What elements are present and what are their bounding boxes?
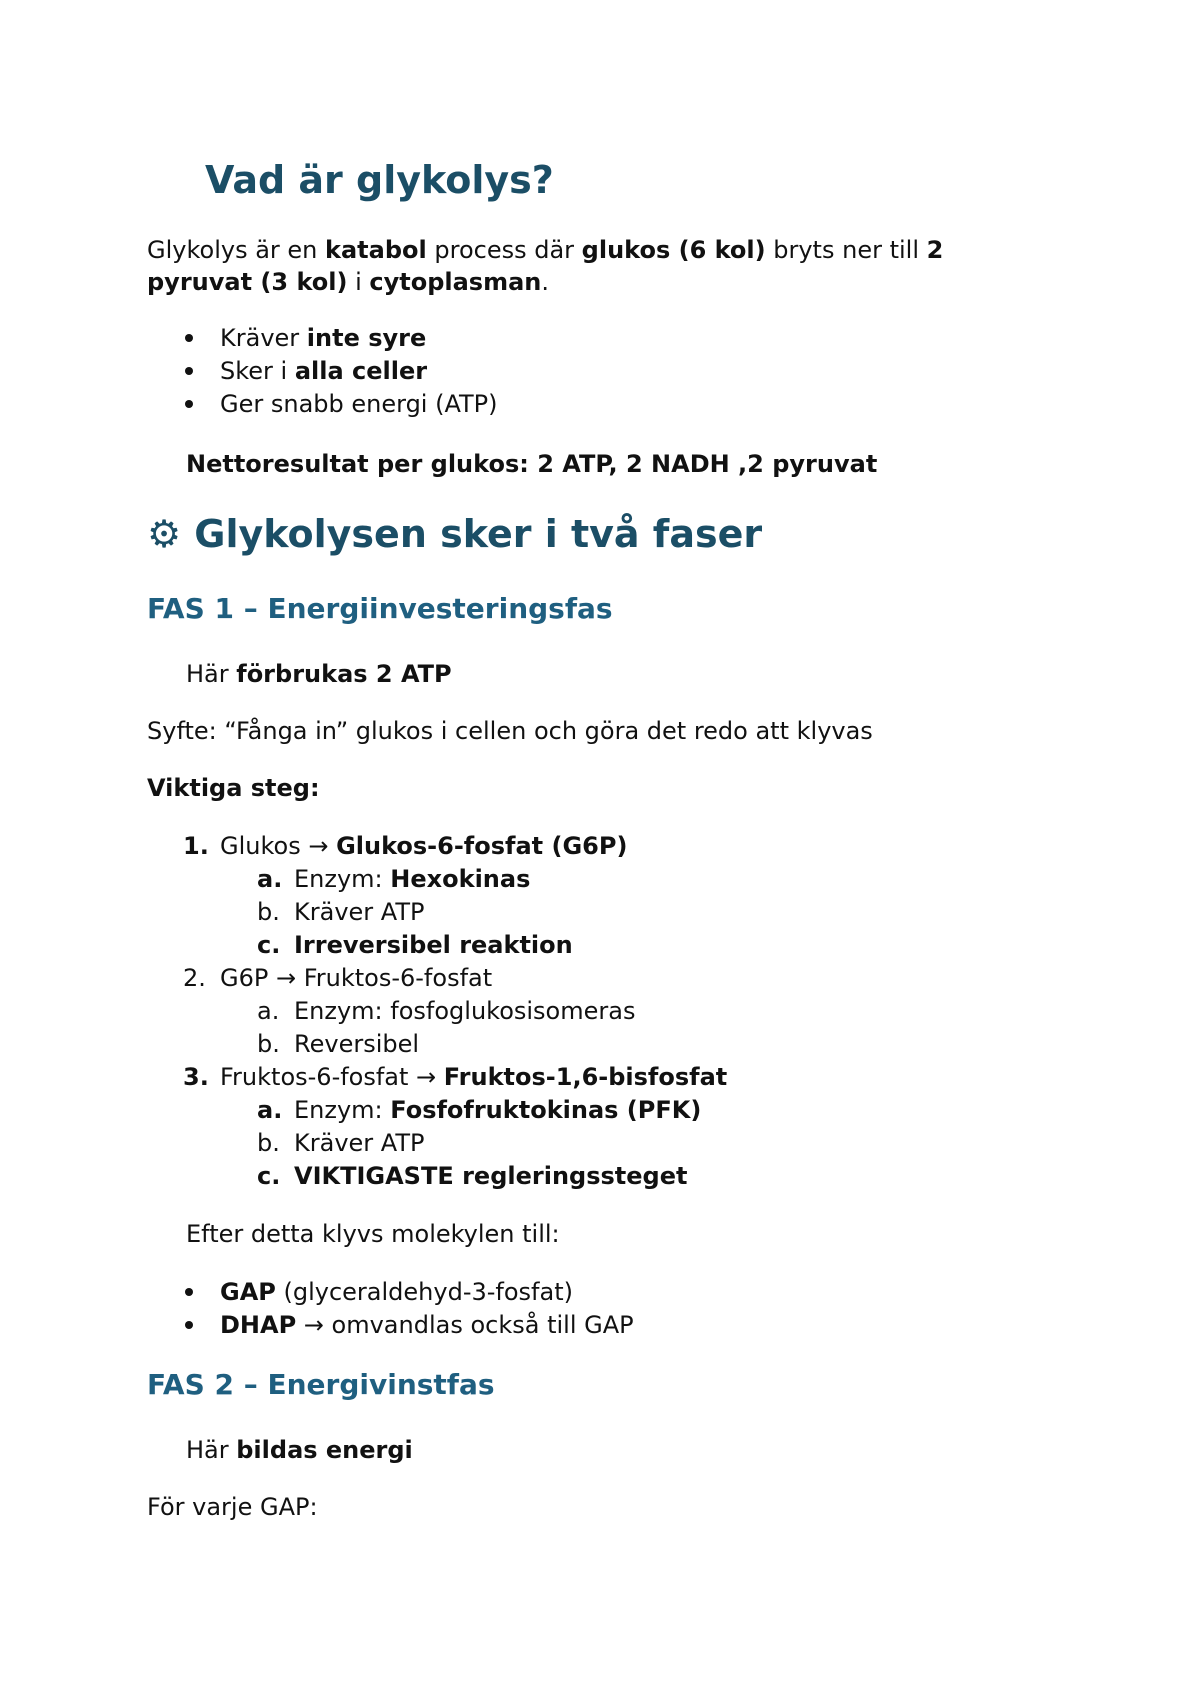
list-item-text: Sker i (220, 357, 295, 385)
sub-step (257, 1127, 424, 1159)
sub-text: Enzym: fosfoglukosisomeras (294, 997, 636, 1025)
sub-letter: a. (257, 865, 283, 893)
step-number: 1. (183, 832, 209, 860)
sub-step (257, 1160, 687, 1192)
intro-bold: katabol (325, 236, 427, 264)
sub-text: Enzym: (294, 1096, 391, 1124)
intro-bold: glukos (6 kol) (581, 236, 766, 264)
list-item-text: Ger snabb energi (ATP) (220, 390, 498, 418)
fas1-here-text: Här (186, 660, 237, 688)
intro-text: i (347, 268, 370, 296)
sub-letter: c. (257, 931, 281, 959)
after-text: Efter detta klyvs molekylen till: (186, 1220, 560, 1248)
step-text: Fruktos-6-fosfat → (220, 1063, 444, 1091)
fas1-here (186, 658, 452, 690)
intro-paragraph (147, 234, 943, 266)
sub-letter: b. (257, 1030, 280, 1058)
sub-step (257, 995, 635, 1027)
fas2-here-bold: bildas energi (236, 1436, 413, 1464)
list-item (220, 1309, 634, 1341)
sub-letter: c. (257, 1162, 281, 1190)
bullet-dot (185, 334, 193, 342)
intro-bold: 2 (926, 236, 944, 264)
fas2-for-each: För varje GAP: (147, 1493, 318, 1521)
step-item (183, 1061, 727, 1093)
section-heading: ⚙ Glykolysen sker i två faser (147, 512, 763, 556)
bullet-dot (185, 1321, 193, 1329)
intro-bold: pyruvat (3 kol) (147, 268, 348, 296)
list-item-bold: alla celler (294, 357, 428, 385)
intro-text: . (541, 268, 550, 296)
sub-letter: a. (257, 997, 280, 1025)
sub-bold: Irreversibel reaktion (294, 931, 573, 959)
step-number: 2. (183, 964, 206, 992)
sub-step (257, 929, 573, 961)
list-item (220, 388, 498, 420)
step-bold: Fruktos-1,6-bisfosfat (443, 1063, 728, 1091)
bullet-dot (185, 1288, 193, 1296)
sub-bold: VIKTIGASTE regleringssteget (294, 1162, 688, 1190)
sub-text: Kräver ATP (294, 898, 425, 926)
step-text: Glukos → (220, 832, 337, 860)
list-item (220, 1276, 573, 1308)
list-item-bold: inte syre (306, 324, 427, 352)
list-item (220, 355, 427, 387)
intro-text: bryts ner till (765, 236, 927, 264)
bullet-dot (185, 367, 193, 375)
sub-letter: a. (257, 1096, 283, 1124)
sub-bold: Fosfofruktokinas (PFK) (390, 1096, 702, 1124)
list-item-bold: DHAP (220, 1311, 297, 1339)
page-title: Vad är glykolys? (205, 158, 554, 202)
step-bold: Glukos-6-fosfat (G6P) (336, 832, 628, 860)
intro-text: Glykolys är en (147, 236, 326, 264)
list-item-bold: GAP (220, 1278, 276, 1306)
fas2-heading: FAS 2 – Energivinstfas (147, 1368, 495, 1401)
intro-bold: cytoplasman (369, 268, 542, 296)
list-item-text: → omvandlas också till GAP (296, 1311, 634, 1339)
sub-step (257, 896, 424, 928)
sub-step (257, 863, 530, 895)
sub-step (257, 1028, 419, 1060)
fas2-here (186, 1434, 413, 1466)
list-item-text: (glyceraldehyd-3-fosfat) (275, 1278, 573, 1306)
sub-step (257, 1094, 701, 1126)
sub-text: Kräver ATP (294, 1129, 425, 1157)
step-item (183, 830, 627, 862)
step-item (183, 962, 492, 994)
bullet-dot (185, 400, 193, 408)
sub-text: Reversibel (294, 1030, 420, 1058)
intro-text: process där (426, 236, 582, 264)
list-item (220, 322, 426, 354)
fas1-here-bold: förbrukas 2 ATP (236, 660, 452, 688)
fas2-here-text: Här (186, 1436, 237, 1464)
fas1-purpose: Syfte: “Fånga in” glukos i cellen och göra det redo att klyvas (147, 717, 873, 745)
net-result: Nettoresultat per glukos: 2 ATP, 2 NADH ,2 pyruvat (186, 450, 878, 478)
step-number: 3. (183, 1063, 209, 1091)
sub-text: Enzym: (294, 865, 391, 893)
sub-bold: Hexokinas (390, 865, 531, 893)
list-item-text: Kräver (220, 324, 307, 352)
sub-letter: b. (257, 1129, 280, 1157)
steps-label: Viktiga steg: (147, 774, 320, 802)
step-text: G6P → Fruktos-6-fosfat (220, 964, 493, 992)
intro-paragraph-line2 (147, 266, 549, 298)
fas1-heading: FAS 1 – Energiinvesteringsfas (147, 592, 613, 625)
sub-letter: b. (257, 898, 280, 926)
